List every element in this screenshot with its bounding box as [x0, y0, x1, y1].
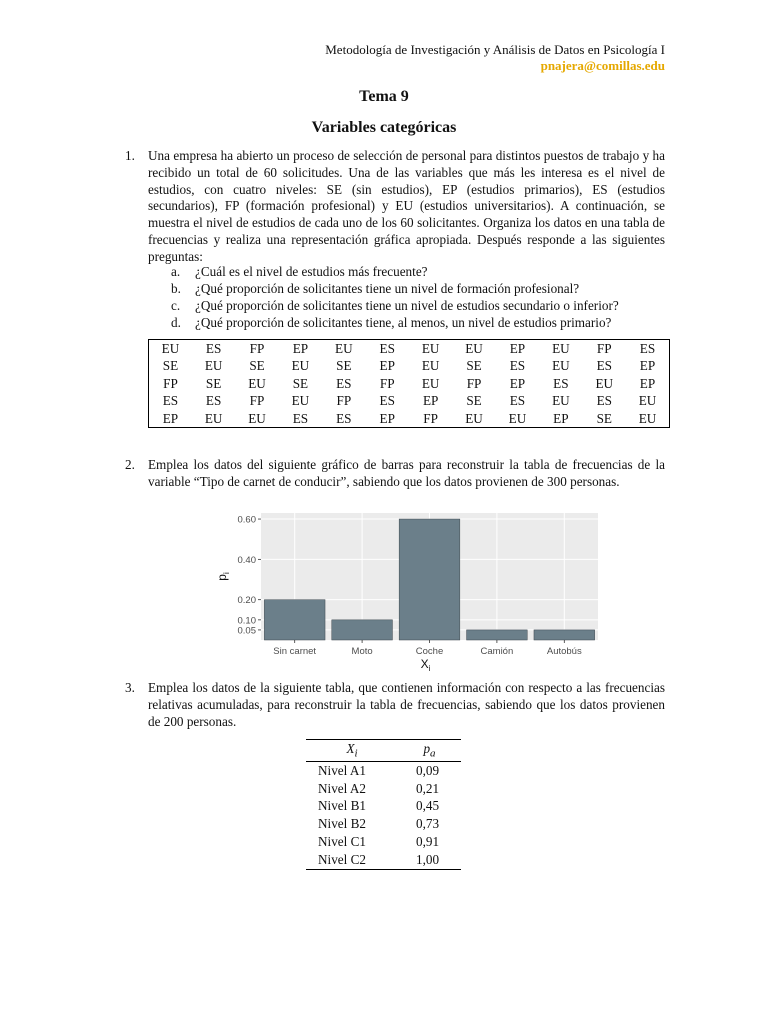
x-tick-label: Camión [480, 646, 514, 657]
grid-cell: SE [466, 358, 482, 374]
grid-cell: EU [595, 375, 614, 391]
grid-cell: EU [508, 410, 527, 426]
table-row [306, 780, 461, 798]
grid-cell: EU [248, 375, 266, 391]
y-tick-label: 0.20 [237, 595, 256, 607]
q1-item-letter: a. [171, 264, 181, 279]
q3-number: 3. [125, 680, 135, 695]
table-row [306, 762, 461, 780]
q1-item-text: ¿Qué proporción de solicitantes tiene un nivel de estudios secundario o inferior? [195, 298, 619, 313]
grid-cell: SE [336, 358, 352, 374]
table-row [306, 815, 461, 833]
grid-cell: ES [596, 393, 612, 409]
grid-cell: SE [596, 410, 612, 426]
grid-cell: ES [205, 341, 222, 356]
q2-number: 2. [125, 457, 135, 472]
grid-cell: EP [509, 375, 526, 391]
grid-cell: ES [509, 393, 526, 409]
grid-cell: SE [292, 375, 309, 391]
y-tick-label: 0.60 [237, 514, 256, 526]
grid-cell: EU [552, 393, 570, 409]
level-cell: Nivel C2 [318, 851, 366, 867]
bar-sin-carnet [264, 600, 325, 640]
col-header-pa: $p_a$ [398, 740, 461, 762]
level-cell: Nivel A2 [318, 780, 366, 796]
grid-cell: SE [466, 393, 482, 409]
grid-cell: EP [639, 375, 656, 391]
q1-item-text: ¿Qué proporción de solicitantes tiene, al menos, un nivel de estudios primario? [195, 315, 612, 330]
q1-item-letter: c. [171, 298, 181, 313]
grid-cell: EP [162, 410, 179, 426]
q1-number: 1. [125, 148, 135, 163]
grid-cell: SE [249, 358, 265, 374]
table-row [306, 851, 461, 869]
grid-row [149, 357, 670, 374]
grid-cell: EU [421, 358, 440, 374]
level-cell: Nivel B1 [318, 798, 366, 814]
grid-cell: EU [421, 341, 440, 356]
grid-cell: EP [422, 393, 439, 409]
bar-moto [332, 620, 393, 640]
table-row [306, 798, 461, 816]
q3-cumulative-table [306, 739, 461, 870]
col-header-xi: $X_i$ [306, 740, 398, 762]
grid-cell: EU [465, 410, 483, 426]
grid-cell: EP [553, 410, 569, 426]
cumulative-value-cell: 0,45 [416, 798, 440, 814]
grid-cell: FP [163, 375, 178, 391]
grid-cell: SE [205, 375, 222, 391]
cumulative-value-cell: 0,21 [416, 780, 440, 796]
grid-cell: EP [639, 358, 656, 374]
grid-cell: FP [466, 375, 482, 391]
grid-cell: EU [291, 358, 310, 374]
cumulative-value-cell: 0,73 [416, 816, 440, 832]
x-tick-label: Autobús [546, 646, 582, 657]
grid-cell: EP [292, 341, 309, 356]
q1-text: Una empresa ha abierto un proceso de selección de personal para distintos puestos de trabajo y ha recibido un total de 60 solicitudes. Una de las variables que más les interesa es el nivel de estudios, con cuatro niveles: SE (sin estudios), EP (estudios primarios), ES (estudios secundarios), FP (formación profesional) y EU (estudios universitarios). A continuación, se muestra el nivel de estudios de cada uno de los 60 solicitantes. Organiza los datos en una tabla de frecuencias y realiza una representación gráfica apropiada. Después responde a las siguientes preguntas: [148, 148, 665, 264]
grid-cell: ES [596, 358, 612, 374]
grid-cell: ES [292, 410, 309, 426]
grid-cell: EU [204, 410, 223, 426]
page-subtitle: Variables categóricas [311, 119, 457, 136]
x-tick-label: Moto [351, 646, 373, 657]
grid-cell: EU [465, 341, 483, 356]
grid-cell: FP [249, 393, 265, 409]
bar-chart [212, 505, 600, 673]
grid-row [149, 375, 670, 392]
x-tick-label: Coche [415, 646, 444, 657]
q1-item-letter: d. [171, 315, 181, 330]
q1-item-letter: b. [171, 281, 181, 296]
grid-row [149, 392, 670, 409]
grid-cell: ES [336, 375, 352, 391]
bar-coche [399, 519, 460, 640]
grid-cell: EU [421, 375, 440, 391]
grid-cell: FP [336, 393, 352, 409]
table-row [306, 833, 461, 851]
grid-cell: EP [509, 341, 526, 356]
grid-cell: ES [162, 393, 179, 409]
grid-cell: EU [204, 358, 223, 374]
grid-cell: EP [379, 358, 395, 374]
grid-cell: EU [335, 341, 353, 356]
grid-cell: EU [638, 393, 657, 409]
grid-cell: EU [161, 341, 180, 356]
bar-autobús [534, 630, 595, 640]
grid-cell: FP [596, 341, 612, 356]
grid-cell: ES [205, 393, 222, 409]
y-tick-label: 0.10 [237, 615, 256, 627]
level-cell: Nivel B2 [318, 816, 366, 832]
grid-cell: EU [248, 410, 266, 426]
grid-cell: ES [639, 341, 656, 356]
grid-cell: ES [509, 358, 526, 374]
q3-text: Emplea los datos de la siguiente tabla, que contienen información con respecto a las frecuencias relativas acumuladas, para reconstruir la tabla de frecuencias, sabiendo que los datos provienen de 200 personas. [148, 680, 665, 729]
x-tick-label: Sin carnet [273, 646, 317, 657]
q2-text: Emplea los datos del siguiente gráfico de barras para reconstruir la tabla de frecuencias de la variable “Tipo de carnet de conducir”, sabiendo que los datos provienen de 300 personas. [148, 457, 665, 489]
grid-cell: ES [336, 410, 352, 426]
y-tick-label: 0.05 [237, 625, 256, 637]
grid-row [149, 340, 670, 358]
grid-cell: EU [552, 341, 570, 356]
grid-cell: EP [379, 410, 395, 426]
grid-cell: FP [379, 375, 395, 391]
level-cell: Nivel C1 [318, 834, 366, 850]
y-tick-label: 0.40 [237, 554, 256, 566]
q1-items [171, 264, 671, 332]
q1-data-grid [148, 339, 670, 428]
chart-xlabel: $X_i$ [420, 657, 431, 673]
level-cell: Nivel A1 [318, 762, 366, 778]
cumulative-value-cell: 1,00 [416, 851, 440, 867]
page-title: Tema 9 [359, 88, 409, 105]
grid-cell: EU [291, 393, 310, 409]
chart-ylabel: $p_i$ [215, 572, 231, 581]
cumulative-value-cell: 0,91 [416, 834, 440, 850]
q1-item-text: ¿Cuál es el nivel de estudios más frecuente? [195, 264, 428, 279]
grid-row [149, 410, 670, 428]
grid-cell: FP [249, 341, 265, 356]
grid-cell: ES [553, 375, 569, 391]
grid-cell: ES [379, 341, 395, 356]
q1-item-text: ¿Qué proporción de solicitantes tiene un nivel de formación profesional? [195, 281, 580, 296]
header-email[interactable]: pnajera@comillas.edu [540, 58, 665, 73]
grid-cell: SE [162, 358, 179, 374]
cumulative-value-cell: 0,09 [416, 762, 440, 778]
grid-cell: EU [552, 358, 570, 374]
grid-cell: EU [638, 410, 657, 426]
grid-cell: ES [379, 393, 395, 409]
header-course: Metodología de Investigación y Análisis de Datos en Psicología I [325, 42, 665, 57]
grid-cell: FP [423, 410, 438, 426]
bar-camión [467, 630, 528, 640]
